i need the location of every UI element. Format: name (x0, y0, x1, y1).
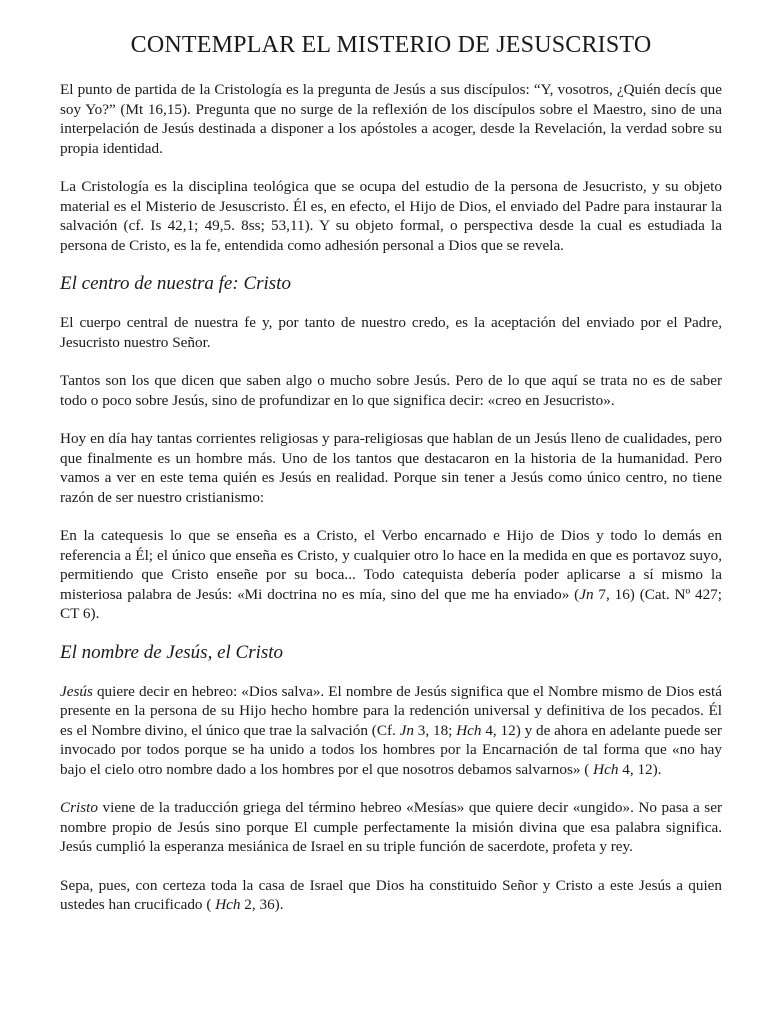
section-heading-centro: El centro de nuestra fe: Cristo (60, 273, 291, 295)
text-run: 7, 16) (Cat. Nº 427; CT 6). (60, 585, 722, 623)
citation-jn: Jn (579, 585, 594, 603)
citation-hch: Hch (215, 896, 241, 914)
paragraph-cuerpo-central: El cuerpo central de nuestra fe y, por tanto de nuestro credo, es la aceptación del enviado por el Padre, Jesucristo nuestro Señor. (60, 314, 722, 351)
paragraph-intro: El punto de partida de la Cristología es la pregunta de Jesús a sus discípulos: “Y, vosotros, ¿Quién decís que soy Yo?” (Mt 16,15). Pregunta que no surge de la reflexión de los discípulos sobre el Maestro, sino de una interpelación de Jesús destinada a disponer a los apóstoles a acoger, desde la Revelación, la verdad sobre su propia identidad. (60, 81, 722, 157)
text-run: 4, 12) y de ahora en adelante puede ser invocado por todos porque se ha unido a todos los hombres por la Encarnación de tal forma que «no hay bajo el cielo otro nombre dado a los hombres por el que nosotros debamos salvarnos» ( (60, 721, 722, 778)
citation-hch: Hch (593, 760, 619, 778)
paragraph-jesus (60, 682, 722, 780)
section-heading-nombre: El nombre de Jesús, el Cristo (60, 641, 284, 663)
paragraph-cristologia: La Cristología es la disciplina teológica que se ocupa del estudio de la persona de Jesucristo, y su objeto material es el Misterio de Jesuscristo. Él es, en efecto, el Hijo de Dios, el enviado del Padre para instaurar la salvación (cf. Is 42,1; 49,5. 8ss; 53,11). Y su objeto formal, o perspectiva desde la cual es estudiada la persona de Cristo, es la fe, entendida como adhesión personal a Dios que se revela. (60, 178, 722, 254)
paragraph-hoy: Hoy en día hay tantas corrientes religiosas y para-religiosas que hablan de un Jesús lleno de cualidades, pero que finalmente es un hombre más. Uno de los tantos que destacaron en la historia de la humanidad. Pero vamos a ver en este tema quién es Jesús en realidad. Porque sin tener a Jesús como único centro, no tiene razón de ser nuestro cristianismo: (60, 430, 722, 506)
term-jesus: Jesús (60, 682, 93, 700)
paragraph-catequesis (60, 526, 722, 624)
paragraph-cristo (60, 798, 722, 857)
text-run: Sepa, pues, con certeza toda la casa de Israel que Dios ha constituido Señor y Cristo a este Jesús a quien ustedes han crucificado ( (60, 876, 722, 914)
term-cristo: Cristo (60, 799, 98, 817)
text-run: En la catequesis lo que se enseña es a Cristo, el Verbo encarnado e Hijo de Dios y todo lo demás en referencia a Él; el único que enseña es Cristo, y cualquier otro lo hace en la medida en que es portavoz suyo, permitiendo que Cristo enseñe por su boca... Todo catequista debería poder aplicarse a sí mismo la misteriosa palabra de Jesús: «Mi doctrina no es mía, sino del que me ha enviado» ( (60, 527, 722, 603)
citation-hch: Hch (456, 721, 482, 739)
text-run: 2, 36). (240, 896, 284, 914)
text-run: viene de la traducción griega del término hebreo «Mesías» que quiere decir «ungido». No pasa a ser nombre propio de Jesús sino porque El cumple perfectamente la misión divina que esa palabra significa. Jesús cumplió la esperanza mesiánica de Israel en su triple función de sacerdote, profeta y rey. (60, 799, 722, 856)
text-run: quiere decir en hebreo: «Dios salva». El nombre de Jesús significa que el Nombre mismo de Dios está presente en la persona de su Hijo hecho hombre para la redención universal y definitiva de los pecados. Él es el Nombre divino, el único que trae la salvación (Cf. (60, 682, 722, 739)
paragraph-tantos: Tantos son los que dicen que saben algo o mucho sobre Jesús. Pero de lo que aquí se trata no es de saber todo o poco sobre Jesús, sino de profundizar en lo que significa decir: «creo en Jesucristo». (60, 372, 722, 409)
text-run: 4, 12). (618, 760, 662, 778)
page-title: CONTEMPLAR EL MISTERIO DE JESUSCRISTO (130, 32, 652, 58)
paragraph-sepa (60, 876, 722, 915)
text-run: 3, 18; (413, 721, 457, 739)
citation-jn: Jn (399, 721, 414, 739)
